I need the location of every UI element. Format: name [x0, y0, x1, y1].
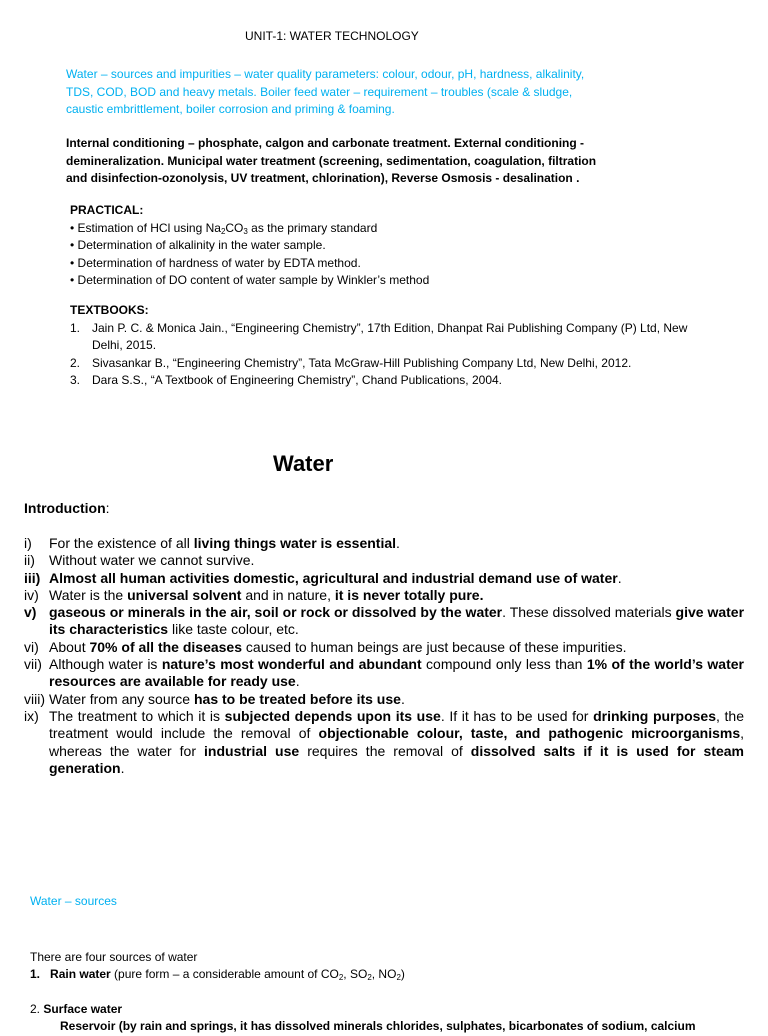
intro-item-ii: ii) Without water we cannot survive.	[24, 552, 255, 569]
intro-item-ix: ix) The treatment to which it is subjected depends upon its use. If it has to be used for drinking purposes, the treatment would include the removal of objectionable colour, taste, and pathogenic microorganisms, whereas the water for industrial use requires the removal of dissolved salts if it is used for steam generation.	[24, 707, 744, 776]
textbook-item: 3. Dara S.S., “A Textbook of Engineering Chemistry”, Chand Publications, 2004.	[70, 373, 502, 387]
unit-title: UNIT-1: WATER TECHNOLOGY	[245, 29, 419, 43]
intro-item-iv: iv) Water is the universal solvent and in nature, it is never totally pure.	[24, 586, 484, 603]
intro-item-vi: vi) About 70% of all the diseases caused to human beings are just because of these impurities.	[24, 638, 627, 655]
intro-item-v: v) gaseous or minerals in the air, soil or rock or dissolved by the water. These dissolved materials give water its characteristics like taste colour, etc.	[24, 604, 745, 638]
textbooks-heading: TEXTBOOKS:	[70, 303, 149, 317]
intro-item-i: i) For the existence of all living things water is essential.	[24, 535, 400, 551]
textbook-item: 1. Jain P. C. & Monica Jain., “Engineering Chemistry”, 17th Edition, Dhanpat Rai Publishing Company (P) Ltd, New Delhi, 2015.	[70, 320, 688, 352]
sources-intro: There are four sources of water	[30, 950, 198, 964]
syllabus-bold-line: Internal conditioning – phosphate, calgon and carbonate treatment. External conditioning -	[66, 136, 585, 150]
practical-item: • Estimation of HCl using $Na_2CO_3$ as the primary standard	[70, 220, 378, 236]
source-item-surface: 2. Surface water	[30, 1002, 123, 1016]
syllabus-blue-line: Water – sources and impurities – water quality parameters: colour, odour, pH, hardness, alkalinity,	[66, 67, 585, 81]
sources-heading: Water – sources	[30, 894, 117, 908]
practical-item: • Determination of hardness of water by EDTA method.	[70, 255, 361, 270]
syllabus-bold-line: and disinfection-ozonolysis, UV treatment, chlorination), Reverse Osmosis - desalination .	[66, 171, 580, 185]
intro-item-viii: viii) Water from any source has to be treated before its use.	[24, 690, 405, 707]
practical-item: • Determination of DO content of water sample by Winkler’s method	[70, 273, 430, 287]
textbook-item: 2. Sivasankar B., “Engineering Chemistry”, Tata McGraw-Hill Publishing Company Ltd, New Delhi, 2012.	[70, 355, 632, 370]
intro-list	[24, 535, 744, 777]
intro-item-vii: vii) Although water is nature’s most wonderful and abundant compound only less than 1% of the world’s water resources are available for ready use.	[24, 656, 744, 690]
textbooks-list	[70, 320, 720, 390]
syllabus-bold-block	[66, 135, 596, 188]
practical-item: • Determination of alkalinity in the water sample.	[70, 238, 326, 252]
textbooks-section	[70, 302, 720, 390]
syllabus-blue-block	[66, 66, 584, 119]
practical-section	[70, 202, 429, 290]
source-partial-line: Reservoir (by rain and springs, it has dissolved minerals chlorides, sulphates, bicarbonates of sodium, calcium	[60, 1019, 696, 1033]
syllabus-blue-line: caustic embrittlement, boiler corrosion and priming & foaming.	[66, 102, 395, 116]
page-title: Water	[273, 451, 334, 476]
syllabus-bold-line: demineralization. Municipal water treatment (screening, sedimentation, coagulation, filtration	[66, 153, 597, 168]
source-item-rain: 1. Rain water (pure form – a considerable amount of $CO_2$, $SO_2$, $NO_2$)	[30, 967, 405, 982]
practical-heading: PRACTICAL:	[70, 203, 144, 217]
syllabus-blue-line: TDS, COD, BOD and heavy metals. Boiler feed water – requirement – troubles (scale & sludge,	[66, 84, 573, 99]
intro-item-iii: iii) Almost all human activities domestic, agricultural and industrial demand use of water.	[24, 569, 622, 586]
intro-heading: Introduction:	[24, 500, 110, 516]
